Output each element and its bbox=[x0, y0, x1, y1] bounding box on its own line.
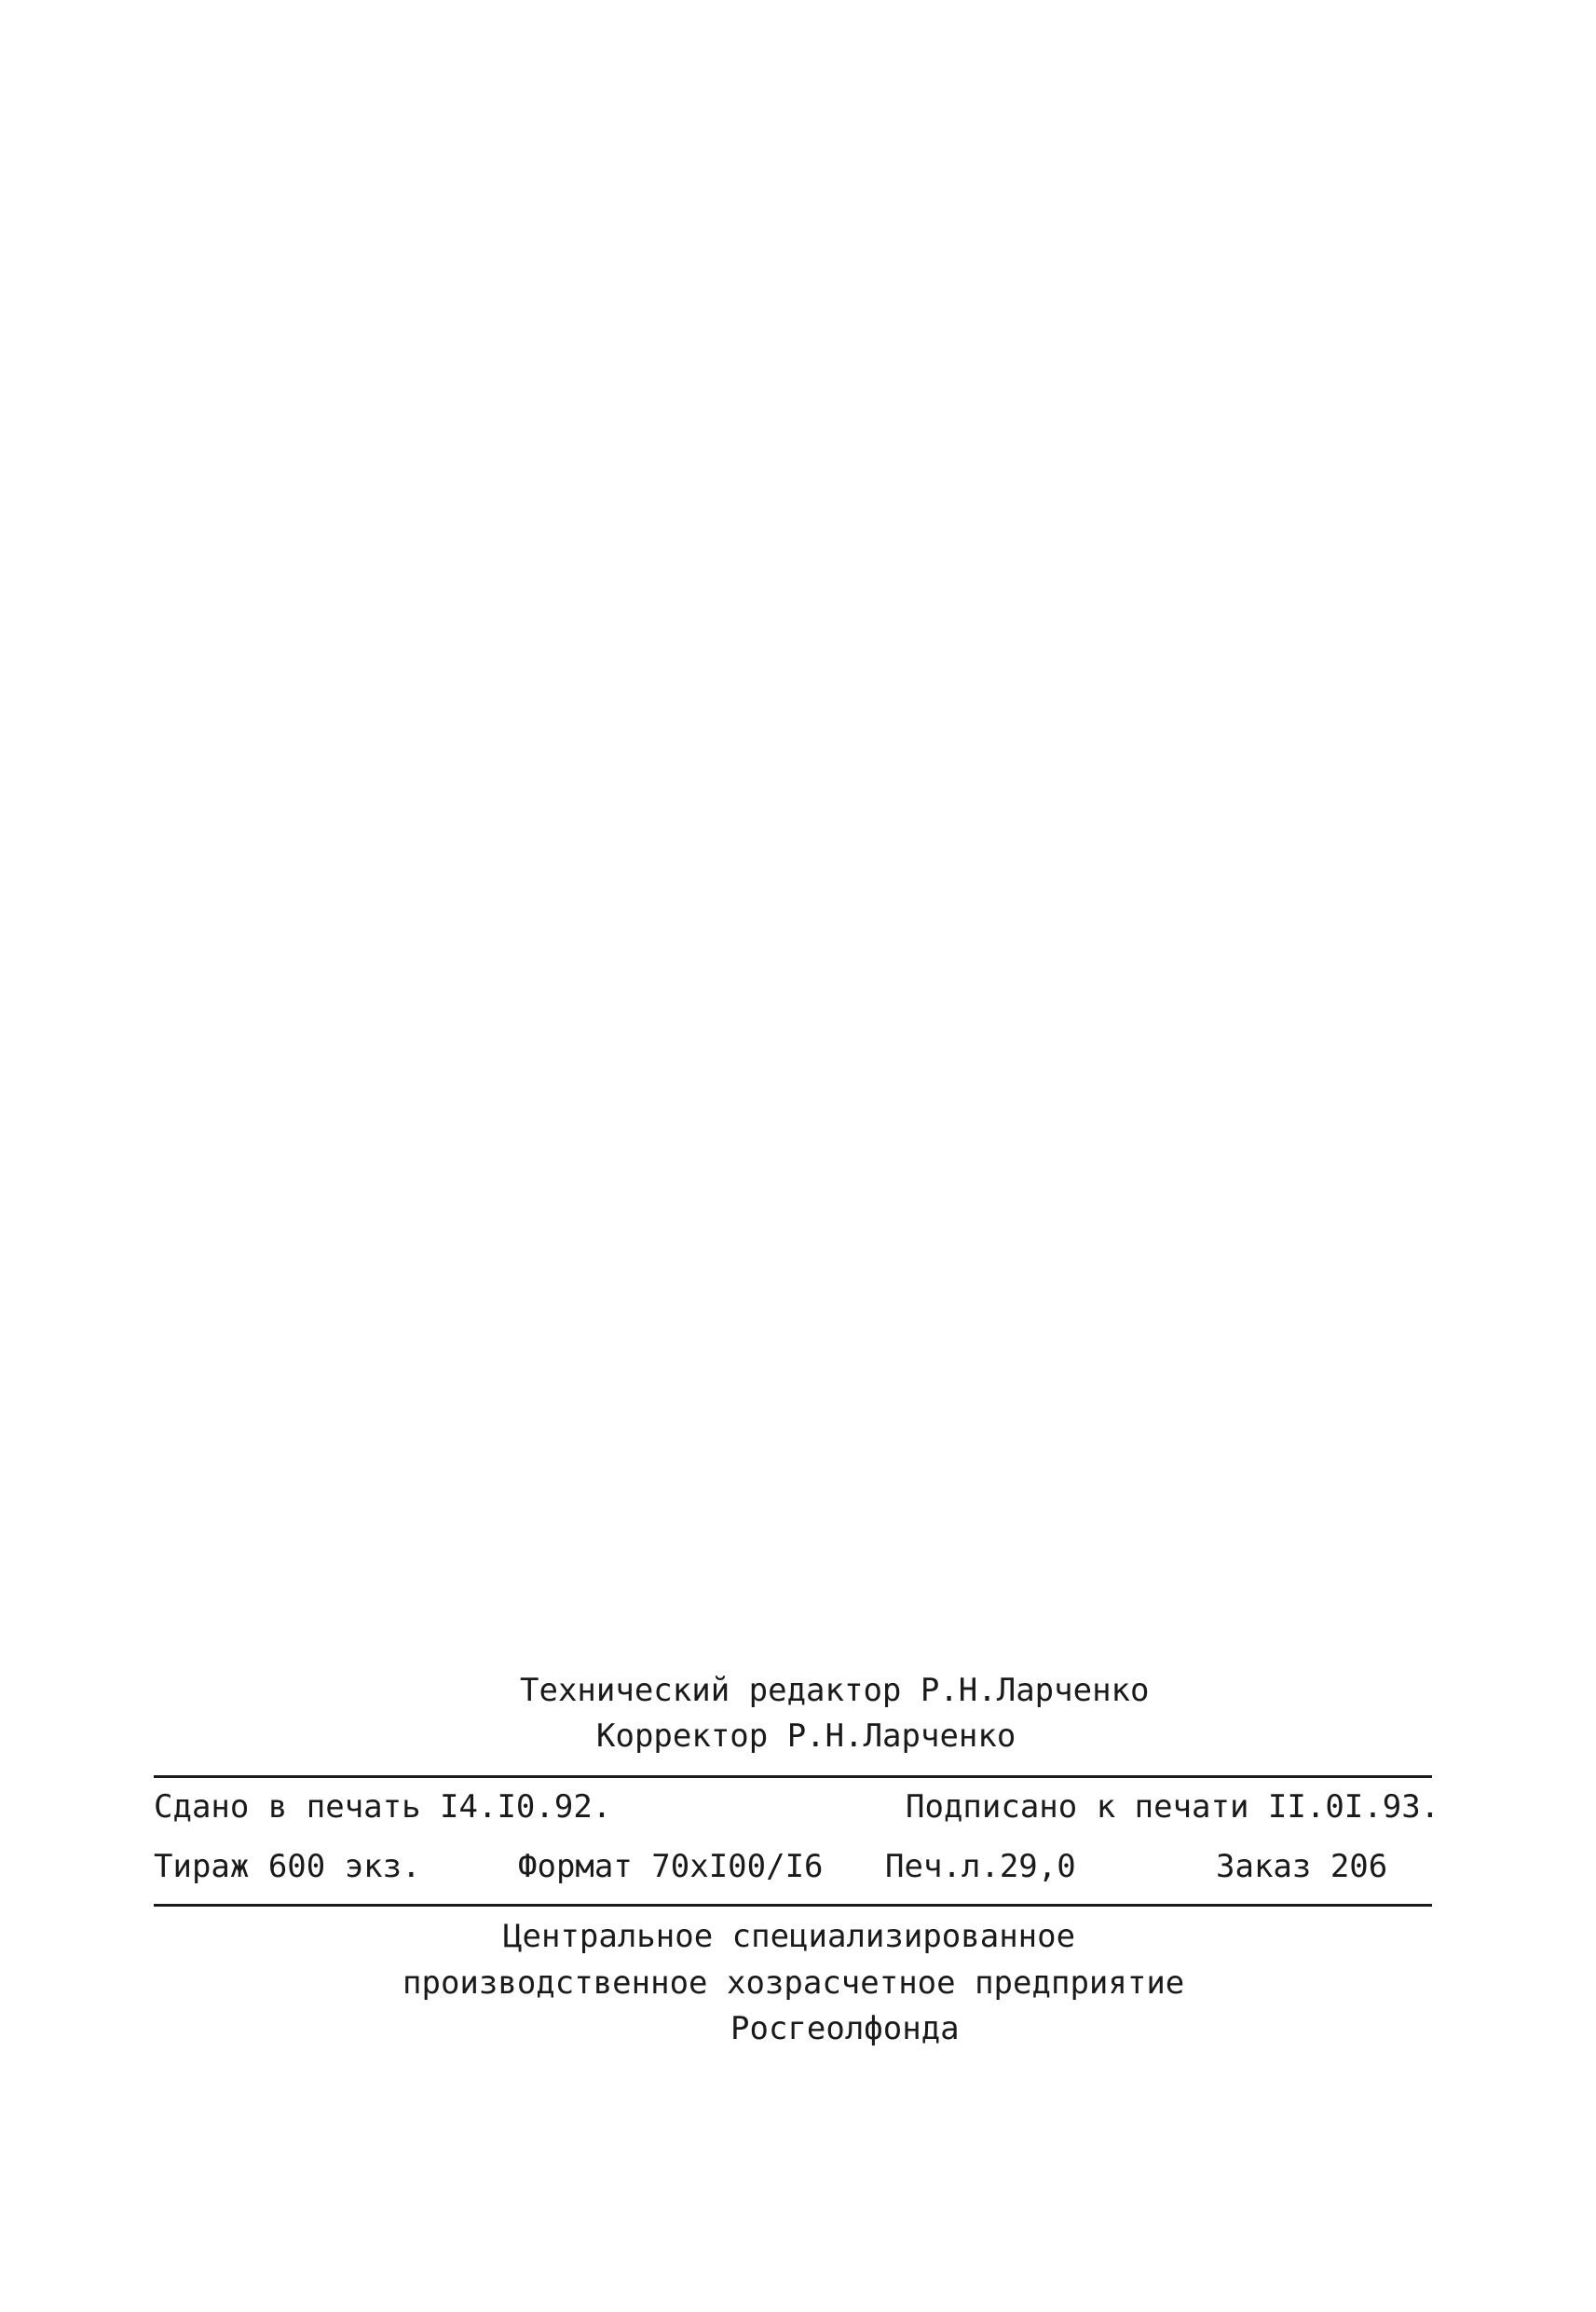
bottom-rule bbox=[154, 1904, 1432, 1907]
signed-for-print: Подписано к печати II.0I.93. bbox=[906, 1788, 1440, 1826]
proofreader-line: Корректор Р.Н.Ларченко bbox=[596, 1717, 1016, 1755]
submitted-to-print: Сдано в печать I4.I0.92. bbox=[154, 1788, 612, 1826]
order-number: Заказ 206 bbox=[1216, 1848, 1388, 1885]
paper-format: Формат 70xI00/I6 bbox=[518, 1848, 824, 1885]
print-run: Тираж 600 экз. bbox=[154, 1848, 421, 1885]
publisher-line-3: Росгеолфонда bbox=[730, 2010, 960, 2047]
publisher-line-2: производственное хозрасчетное предприятие bbox=[402, 1964, 1185, 2002]
publisher-line-1: Центральное специализированное bbox=[503, 1918, 1076, 1955]
printed-sheets: Печ.л.29,0 bbox=[885, 1848, 1076, 1885]
top-rule bbox=[154, 1775, 1432, 1778]
tech-editor-line: Технический редактор Р.Н.Ларченко bbox=[520, 1672, 1150, 1709]
